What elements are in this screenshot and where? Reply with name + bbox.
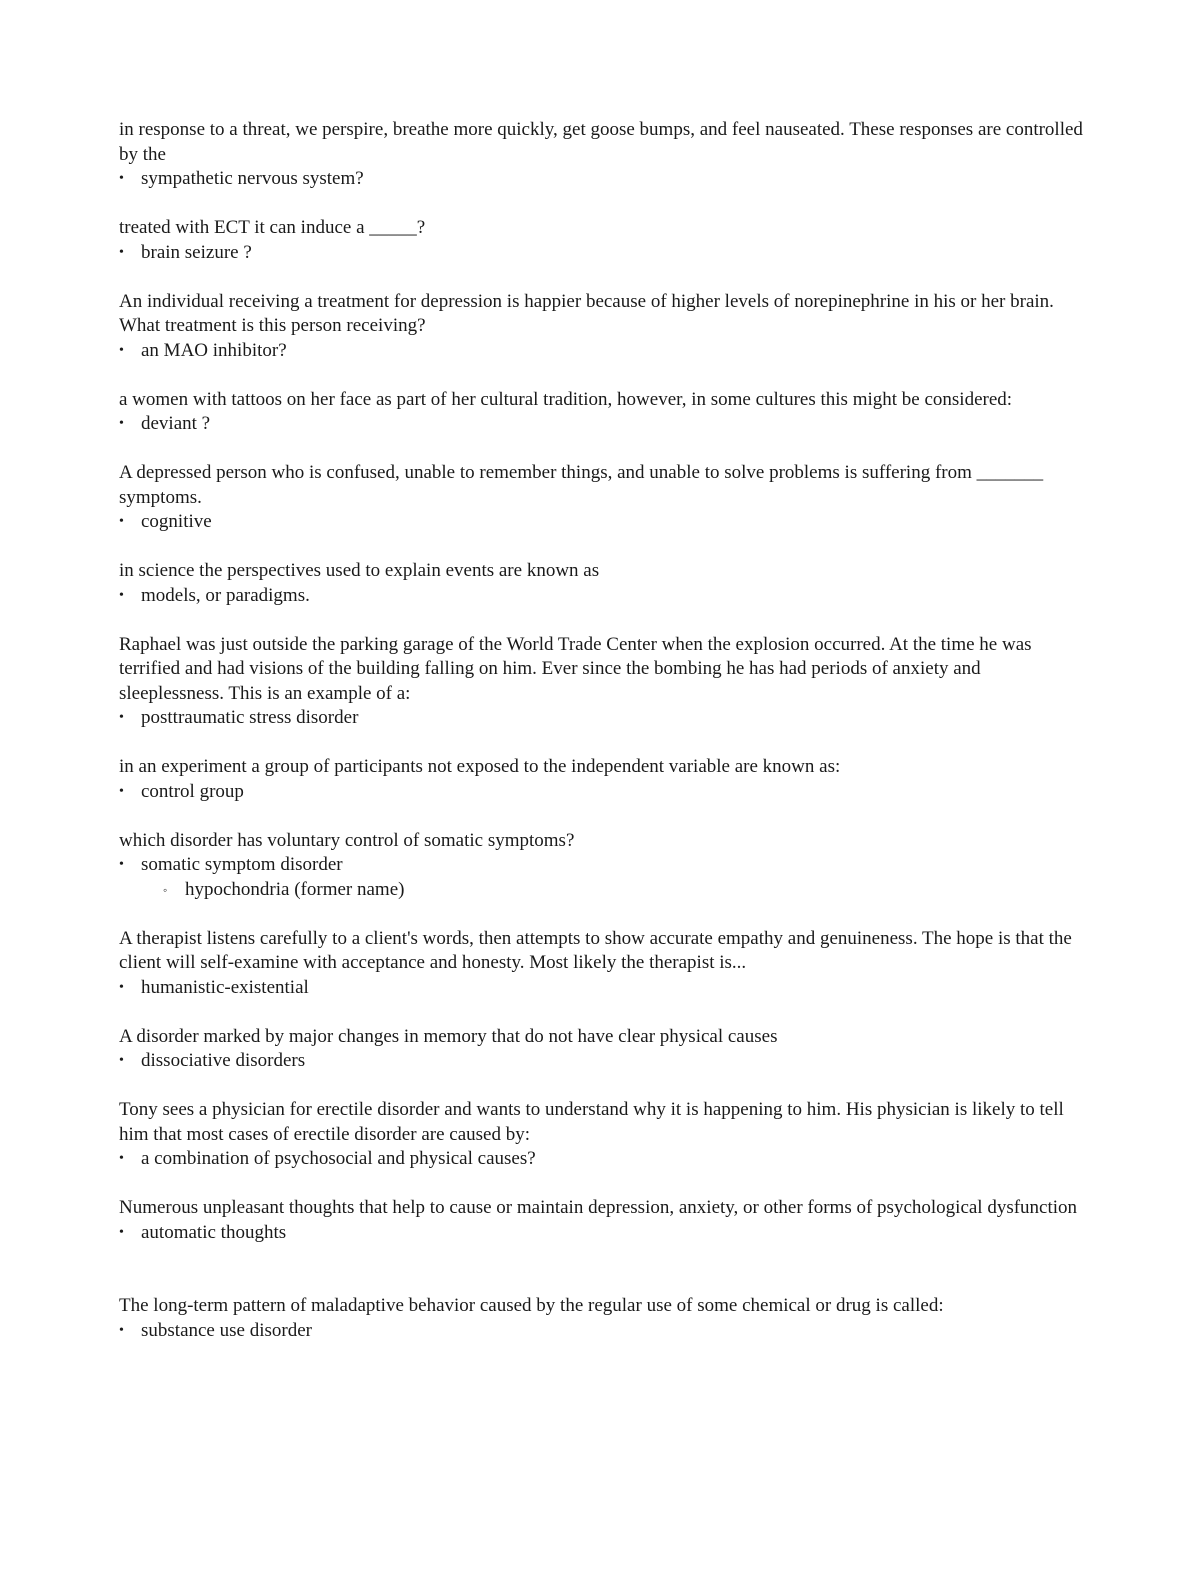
- question-text: Raphael was just outside the parking garage of the World Trade Center when the explosion occurred. At the time he was terrified and had visions of the building falling on him. Ever since the bombing he has had periods of anxiety and sleeplessness. This is an example of a:: [119, 633, 1032, 704]
- answer-text: deviant ?: [141, 413, 211, 434]
- question-text: treated with ECT it can induce a _____?: [119, 217, 426, 238]
- qa-item: [119, 118, 1089, 192]
- document-body: [119, 118, 1089, 1368]
- answer-item: [119, 167, 1089, 192]
- answer-list: [119, 241, 1089, 266]
- question-text: The long-term pattern of maladaptive behavior caused by the regular use of some chemical or drug is called:: [119, 1295, 944, 1316]
- bullet-icon: •: [119, 171, 124, 186]
- answer-text: an MAO inhibitor?: [141, 339, 287, 361]
- answer-list: [119, 339, 1089, 364]
- answer-item: [119, 1049, 1089, 1074]
- answer-item: [119, 1147, 1089, 1172]
- answer-item: [119, 339, 1089, 364]
- answer-item: [119, 412, 1089, 437]
- answer-list: [119, 706, 1089, 731]
- answer-item: [119, 780, 1089, 805]
- sub-answer-list: [141, 878, 1089, 903]
- question-text: Numerous unpleasant thoughts that help to cause or maintain depression, anxiety, or other forms of psychological dysfunction: [119, 1197, 1078, 1218]
- qa-item: [119, 755, 1089, 804]
- bullet-icon: •: [119, 1224, 124, 1240]
- bullet-icon: •: [119, 783, 124, 799]
- bullet-icon: •: [119, 514, 124, 529]
- answer-item: [119, 241, 1089, 266]
- hollow-bullet-icon: ◦: [163, 882, 168, 897]
- question-text: which disorder has voluntary control of somatic symptoms?: [119, 829, 575, 851]
- answer-text: dissociative disorders: [141, 1050, 306, 1071]
- answer-text: automatic thoughts: [141, 1221, 287, 1243]
- bullet-icon: •: [119, 342, 124, 358]
- answer-list: [119, 510, 1089, 535]
- bullet-icon: •: [119, 587, 124, 603]
- bullet-icon: •: [119, 857, 124, 872]
- question-text: Tony sees a physician for erectile disorder and wants to understand why it is happening to him. His physician is likely to tell him that most cases of erectile disorder are caused by:: [119, 1099, 1064, 1145]
- bullet-icon: •: [119, 1053, 124, 1068]
- bullet-icon: •: [119, 1322, 124, 1338]
- question-text: in an experiment a group of participants not exposed to the independent variable are known as:: [119, 756, 841, 777]
- answer-list: [119, 412, 1089, 437]
- answer-list: [119, 1221, 1089, 1246]
- question-text: A disorder marked by major changes in memory that do not have clear physical causes: [119, 1025, 778, 1047]
- qa-item: [119, 1196, 1089, 1245]
- answer-list: [119, 1049, 1089, 1074]
- answer-text: humanistic-existential: [141, 976, 309, 998]
- answer-item: [119, 1221, 1089, 1246]
- qa-item: [119, 559, 1089, 608]
- question-text: A therapist listens carefully to a client's words, then attempts to show accurate empathy and genuineness. The hope is that the client will self-examine with acceptance and honesty. Most likely the therapist is...: [119, 927, 1072, 973]
- bullet-icon: •: [119, 710, 124, 725]
- answer-list: [119, 853, 1089, 902]
- answer-list: [119, 1319, 1089, 1344]
- answer-text: posttraumatic stress disorder: [141, 707, 359, 728]
- answer-list: [119, 780, 1089, 805]
- question-text: A depressed person who is confused, unable to remember things, and unable to solve problems is suffering from _______ symptoms.: [119, 462, 1044, 508]
- answer-text: cognitive: [141, 511, 212, 532]
- answer-list: [119, 167, 1089, 192]
- bullet-icon: •: [119, 1151, 124, 1166]
- question-text: a women with tattoos on her face as part of her cultural tradition, however, in some cultures this might be considered:: [119, 388, 1013, 410]
- qa-item: [119, 1025, 1089, 1074]
- bullet-icon: •: [119, 244, 124, 260]
- answer-item: [119, 853, 1089, 902]
- qa-item: [119, 829, 1089, 903]
- answer-list: [119, 1147, 1089, 1172]
- qa-item: [119, 1294, 1089, 1343]
- qa-item: [119, 633, 1089, 731]
- answer-item: [119, 510, 1089, 535]
- question-text: in science the perspectives used to explain events are known as: [119, 560, 600, 581]
- answer-text: sympathetic nervous system?: [141, 168, 364, 189]
- sub-answer-text: hypochondria (former name): [185, 878, 405, 900]
- answer-text: models, or paradigms.: [141, 584, 310, 606]
- bullet-icon: •: [119, 979, 124, 995]
- sub-answer-item: [163, 878, 1089, 903]
- qa-item: [119, 1098, 1089, 1172]
- qa-item: [119, 461, 1089, 535]
- answer-text: substance use disorder: [141, 1319, 312, 1341]
- answer-text: brain seizure ?: [141, 241, 252, 263]
- qa-item: [119, 927, 1089, 1001]
- answer-text: a combination of psychosocial and physical causes?: [141, 1148, 536, 1169]
- bullet-icon: •: [119, 416, 124, 431]
- qa-item: [119, 388, 1089, 437]
- answer-item: [119, 1319, 1089, 1344]
- answer-list: [119, 976, 1089, 1001]
- answer-list: [119, 584, 1089, 609]
- answer-text: somatic symptom disorder: [141, 854, 343, 875]
- qa-item: [119, 290, 1089, 364]
- answer-item: [119, 706, 1089, 731]
- question-text: in response to a threat, we perspire, breathe more quickly, get goose bumps, and feel nauseated. These responses are controlled by the: [119, 119, 1083, 165]
- answer-item: [119, 976, 1089, 1001]
- question-text: An individual receiving a treatment for depression is happier because of higher levels of norepinephrine in his or her brain. What treatment is this person receiving?: [119, 290, 1054, 336]
- qa-item: [119, 216, 1089, 265]
- answer-text: control group: [141, 780, 244, 802]
- answer-item: [119, 584, 1089, 609]
